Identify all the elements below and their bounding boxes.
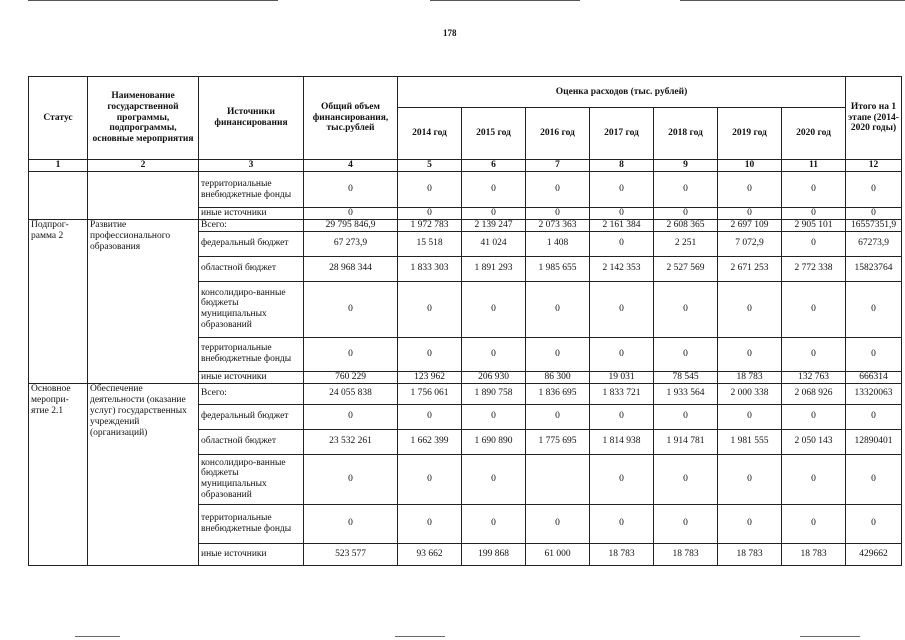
year-value-cell: 0 [398,337,462,371]
stage-total-cell: 16557351,9 [846,219,902,231]
row-name: Обеспечение деятельности (оказание услуг) государственных учреждений (организаций) [88,383,199,565]
year-value-cell: 0 [526,172,590,208]
header-estimate: Оценка расходов (тыс. рублей) [398,77,846,108]
source-cell: Всего: [199,383,304,404]
table-row [29,219,902,231]
year-value-cell: 93 662 [398,543,462,565]
column-number: 4 [304,160,398,172]
page-number: 178 [443,28,457,38]
year-value-cell: 0 [782,504,846,543]
year-value-cell: 18 783 [718,543,782,565]
year-value-cell: 0 [590,504,654,543]
year-value-cell: 1 756 061 [398,383,462,404]
row-name: Развитие профессионального образования [88,219,199,383]
source-cell: территориальные внебюджетные фонды [199,337,304,371]
total-cell: 28 968 344 [304,256,398,281]
year-value-cell: 0 [782,281,846,337]
stage-total-cell: 67273,9 [846,231,902,256]
source-cell: консолидиро-ванные бюджеты муниципальных образований [199,454,304,504]
year-value-cell: 0 [590,172,654,208]
header-total: Общий объем финансирования, тыс.рублей [304,77,398,160]
header-sources: Источники финансирования [199,77,304,160]
year-value-cell: 86 300 [526,371,590,383]
column-number: 7 [526,160,590,172]
year-value-cell: 0 [782,454,846,504]
stage-total-cell: 666314 [846,371,902,383]
header-year: 2020 год [782,108,846,160]
year-value-cell: 0 [398,281,462,337]
year-value-cell: 0 [654,208,718,220]
header-status: Статус [29,77,88,160]
year-value-cell: 0 [782,337,846,371]
source-cell: иные источники [199,208,304,220]
total-cell: 0 [304,504,398,543]
year-value-cell: 1 933 564 [654,383,718,404]
row-status [29,172,88,220]
year-value-cell: 2 000 338 [718,383,782,404]
year-value-cell: 2 073 363 [526,219,590,231]
column-number: 8 [590,160,654,172]
stage-total-cell: 0 [846,337,902,371]
stage-total-cell: 0 [846,172,902,208]
year-value-cell: 0 [398,208,462,220]
stage-total-cell: 0 [846,281,902,337]
year-value-cell: 1 981 555 [718,429,782,454]
column-number: 9 [654,160,718,172]
year-value-cell: 0 [462,454,526,504]
year-value-cell: 0 [782,172,846,208]
top-rule-middle [430,0,580,1]
year-value-cell: 0 [526,208,590,220]
source-cell: федеральный бюджет [199,231,304,256]
year-value-cell: 2 161 384 [590,219,654,231]
bottom-rule-right [800,636,860,637]
year-value-cell: 0 [654,404,718,429]
year-value-cell: 1 814 938 [590,429,654,454]
year-value-cell: 0 [462,281,526,337]
year-value-cell: 2 608 365 [654,219,718,231]
year-value-cell: 0 [718,208,782,220]
top-rule-right [680,0,905,1]
source-cell: консолидиро-ванные бюджеты муниципальных образований [199,281,304,337]
header-year: 2014 год [398,108,462,160]
year-value-cell: 0 [718,172,782,208]
year-value-cell: 15 518 [398,231,462,256]
year-value-cell: 0 [462,208,526,220]
source-cell: федеральный бюджет [199,404,304,429]
year-value-cell: 1 833 303 [398,256,462,281]
year-value-cell: 0 [718,504,782,543]
year-value-cell: 199 868 [462,543,526,565]
source-cell: областной бюджет [199,429,304,454]
top-rule-left [28,0,278,1]
year-value-cell: 1 914 781 [654,429,718,454]
year-value-cell: 0 [526,504,590,543]
column-number: 11 [782,160,846,172]
bottom-rule-middle [395,636,445,637]
source-cell: территориальные внебюджетные фонды [199,172,304,208]
stage-total-cell: 12890401 [846,429,902,454]
year-value-cell: 2 142 353 [590,256,654,281]
year-value-cell: 1 662 399 [398,429,462,454]
year-value-cell: 0 [718,404,782,429]
year-value-cell: 0 [462,337,526,371]
year-value-cell: 2 527 569 [654,256,718,281]
year-value-cell: 0 [398,454,462,504]
bottom-rule-left [75,636,120,637]
source-cell: территориальные внебюджетные фонды [199,504,304,543]
year-value-cell: 2 068 926 [782,383,846,404]
column-number-row [29,160,902,172]
year-value-cell: 0 [654,504,718,543]
year-value-cell: 19 031 [590,371,654,383]
year-value-cell: 18 783 [654,543,718,565]
year-value-cell: 2 772 338 [782,256,846,281]
row-status: Подпрог-рамма 2 [29,219,88,383]
table-row [29,172,902,208]
column-number: 12 [846,160,902,172]
year-value-cell: 2 697 109 [718,219,782,231]
column-number: 3 [199,160,304,172]
total-cell: 0 [304,208,398,220]
year-value-cell: 0 [654,281,718,337]
total-cell: 0 [304,404,398,429]
column-number: 6 [462,160,526,172]
stage-total-cell: 15823764 [846,256,902,281]
year-value-cell: 41 024 [462,231,526,256]
year-value-cell: 1 985 655 [526,256,590,281]
year-value-cell: 0 [590,281,654,337]
year-value-cell: 132 763 [782,371,846,383]
total-cell: 0 [304,281,398,337]
total-cell: 760 229 [304,371,398,383]
year-value-cell: 0 [398,172,462,208]
column-number: 1 [29,160,88,172]
total-cell: 0 [304,454,398,504]
year-value-cell: 0 [590,404,654,429]
year-value-cell: 0 [398,504,462,543]
year-value-cell: 0 [590,454,654,504]
source-cell: иные источники [199,371,304,383]
year-value-cell: 1 836 695 [526,383,590,404]
year-value-cell: 18 783 [590,543,654,565]
year-value-cell: 61 000 [526,543,590,565]
year-value-cell: 1 891 293 [462,256,526,281]
year-value-cell: 1 690 890 [462,429,526,454]
total-cell: 29 795 846,9 [304,219,398,231]
year-value-cell: 0 [654,454,718,504]
header-row-1 [29,77,902,108]
table-row [29,383,902,404]
header-year: 2019 год [718,108,782,160]
year-value-cell: 0 [590,208,654,220]
year-value-cell: 123 962 [398,371,462,383]
year-value-cell: 0 [526,281,590,337]
header-year: 2016 год [526,108,590,160]
column-number: 10 [718,160,782,172]
year-value-cell: 0 [398,404,462,429]
year-value-cell: 2 050 143 [782,429,846,454]
year-value-cell: 1 408 [526,231,590,256]
total-cell: 523 577 [304,543,398,565]
year-value-cell: 0 [590,337,654,371]
year-value-cell: 18 783 [718,371,782,383]
year-value-cell: 0 [462,404,526,429]
stage-total-cell: 13320063 [846,383,902,404]
stage-total-cell: 0 [846,404,902,429]
year-value-cell: 78 545 [654,371,718,383]
year-value-cell: 0 [462,172,526,208]
year-value-cell: 0 [718,281,782,337]
year-value-cell: 206 930 [462,371,526,383]
header-name: Наименование государственной программы, подпрограммы, основные мероприятия [88,77,199,160]
column-number: 5 [398,160,462,172]
column-number: 2 [88,160,199,172]
year-value-cell: 0 [590,231,654,256]
total-cell: 24 055 838 [304,383,398,404]
year-value-cell: 0 [782,208,846,220]
total-cell: 23 532 261 [304,429,398,454]
year-value-cell: 2 139 247 [462,219,526,231]
header-year: 2015 год [462,108,526,160]
table-body [29,172,902,566]
year-value-cell: 0 [782,404,846,429]
header-year: 2018 год [654,108,718,160]
year-value-cell: 0 [654,337,718,371]
year-value-cell: 2 905 101 [782,219,846,231]
year-value-cell: 0 [782,231,846,256]
year-value-cell: 2 671 253 [718,256,782,281]
header-stage-total: Итого на 1 этапе (2014-2020 годы) [846,77,902,160]
stage-total-cell: 0 [846,454,902,504]
year-value-cell: 0 [526,337,590,371]
year-value-cell: 0 [654,172,718,208]
stage-total-cell: 0 [846,208,902,220]
stage-total-cell: 429662 [846,543,902,565]
year-value-cell: 0 [526,404,590,429]
year-value-cell: 2 251 [654,231,718,256]
year-value-cell: 0 [462,504,526,543]
header-year: 2017 год [590,108,654,160]
year-value-cell: 7 072,9 [718,231,782,256]
year-value-cell [526,454,590,504]
source-cell: иные источники [199,543,304,565]
row-name [88,172,199,220]
year-value-cell: 1 890 758 [462,383,526,404]
source-cell: Всего: [199,219,304,231]
total-cell: 0 [304,337,398,371]
source-cell: областной бюджет [199,256,304,281]
financing-table [28,76,902,566]
year-value-cell: 1 833 721 [590,383,654,404]
year-value-cell: 18 783 [782,543,846,565]
year-value-cell: 1 775 695 [526,429,590,454]
row-status: Основное меропри-ятие 2.1 [29,383,88,565]
total-cell: 0 [304,172,398,208]
year-value-cell: 0 [718,337,782,371]
year-value-cell: 0 [718,454,782,504]
stage-total-cell: 0 [846,504,902,543]
total-cell: 67 273,9 [304,231,398,256]
year-value-cell: 1 972 783 [398,219,462,231]
